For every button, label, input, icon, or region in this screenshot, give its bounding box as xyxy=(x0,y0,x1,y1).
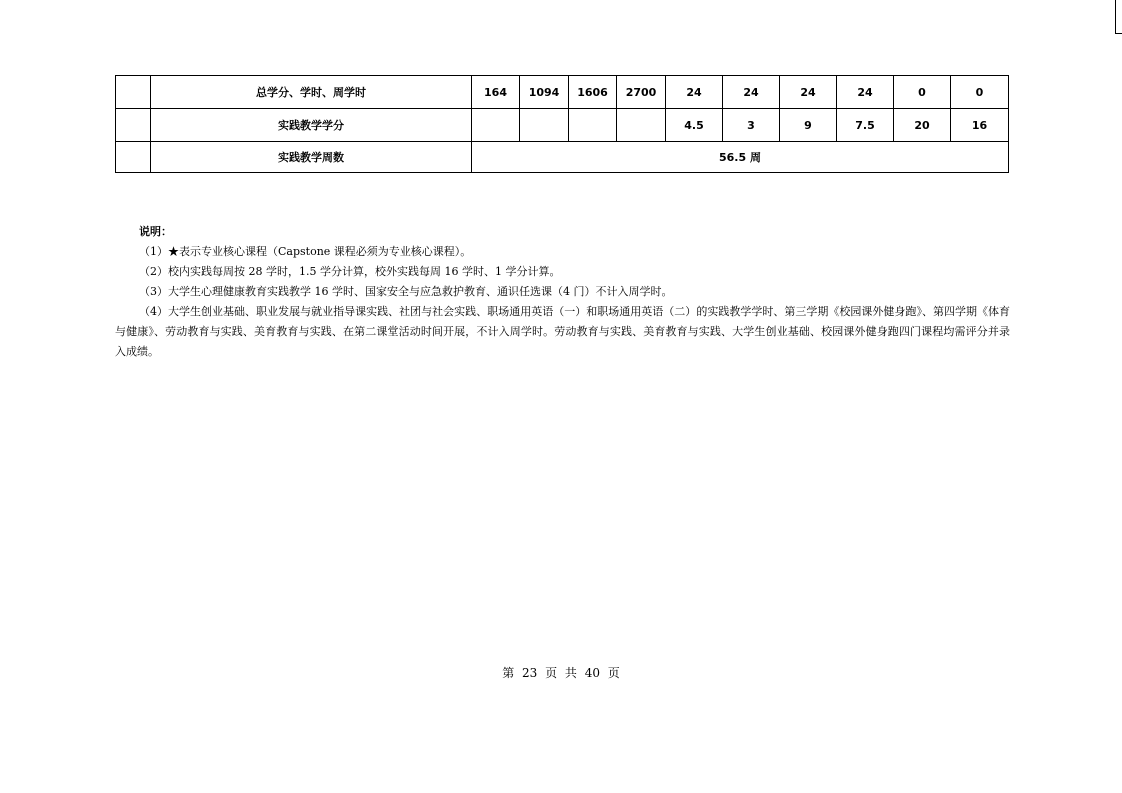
table-cell: 1094 xyxy=(520,76,569,109)
table-cell: 2700 xyxy=(617,76,666,109)
row-label: 实践教学学分 xyxy=(151,109,472,142)
note-item: （1）★表示专业核心课程（Capstone 课程必须为专业核心课程）。 xyxy=(139,245,472,258)
table-blank-cell xyxy=(116,142,151,173)
table-cell: 16 xyxy=(951,109,1009,142)
note-item: （3）大学生心理健康教育实践教学 16 学时、国家安全与应急救护教育、通识任选课（4 门）不计入周学时。 xyxy=(139,285,673,298)
row-label: 实践教学周数 xyxy=(151,142,472,173)
table-cell: 24 xyxy=(837,76,894,109)
table-blank-cell xyxy=(116,109,151,142)
table-blank-cell xyxy=(116,76,151,109)
table-cell: 9 xyxy=(780,109,837,142)
table-row-total xyxy=(116,76,1009,109)
page-corner-mark xyxy=(1115,0,1122,34)
notes-title: 说明： xyxy=(139,225,172,238)
table-cell: 24 xyxy=(723,76,780,109)
table-cell: 20 xyxy=(894,109,951,142)
table-cell: 164 xyxy=(472,76,520,109)
notes-section xyxy=(115,222,1010,362)
table-cell xyxy=(472,109,520,142)
table-cell xyxy=(569,109,617,142)
table-cell: 7.5 xyxy=(837,109,894,142)
summary-table xyxy=(115,75,1009,173)
note-item: （2）校内实践每周按 28 学时，1.5 学分计算，校外实践每周 16 学时、1 学分计算。 xyxy=(139,265,561,278)
table-cell xyxy=(520,109,569,142)
table-cell: 24 xyxy=(666,76,723,109)
table-cell: 1606 xyxy=(569,76,617,109)
table-cell: 3 xyxy=(723,109,780,142)
table-row-practice-credits xyxy=(116,109,1009,142)
row-label: 总学分、学时、周学时 xyxy=(151,76,472,109)
note-item: （4）大学生创业基础、职业发展与就业指导课实践、社团与社会实践、职场通用英语（一）和职场通用英语（二）的实践教学学时、第三学期《校园课外健身跑》、第四学期《体育与健康》、劳动教育与实践、美育教育与实践、在第二课堂活动时间开展，不计入周学时。劳动教育与实践、美育教育与实践、大学生创业基础、校园课外健身跑四门课程均需评分并录入成绩。 xyxy=(115,305,1010,358)
merged-weeks-cell: 56.5 周 xyxy=(472,142,1009,173)
table-cell xyxy=(617,109,666,142)
page-number-footer: 第 23 页 共 40 页 xyxy=(502,666,620,680)
table-cell: 0 xyxy=(951,76,1009,109)
table-cell: 0 xyxy=(894,76,951,109)
table-cell: 24 xyxy=(780,76,837,109)
table-cell: 4.5 xyxy=(666,109,723,142)
table-row-practice-weeks xyxy=(116,142,1009,173)
